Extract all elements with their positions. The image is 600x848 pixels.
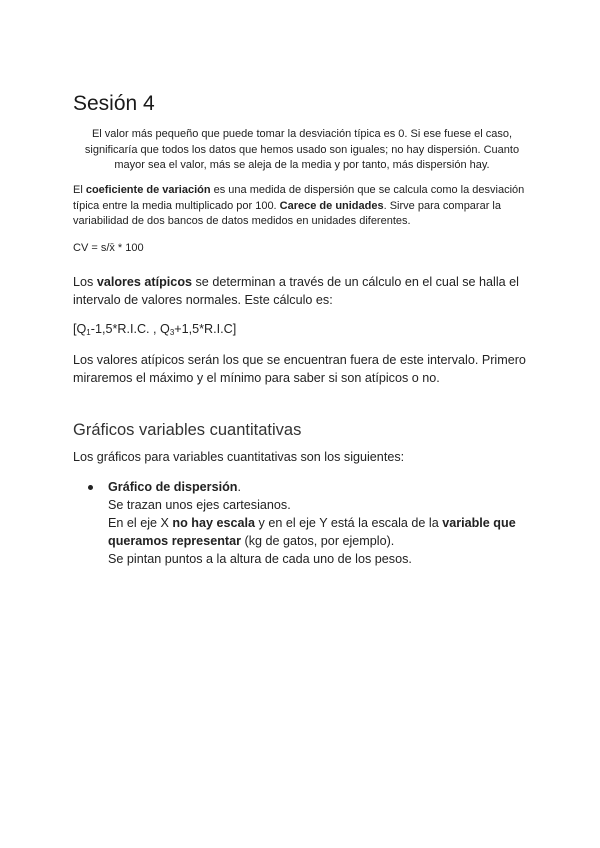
- paragraph-coef-variation: El coeficiente de variación es una medida de dispersión que se calcula como la desviación típica entre la media multiplicado por 100. Carece de unidades. Sirve para comparar la variabilidad de dos bancos de datos medidos en unidades diferentes.: [73, 184, 525, 227]
- list-item-line: Se trazan unos ejes cartesianos.: [108, 498, 291, 512]
- term-no-units: Carece de unidades: [279, 199, 384, 212]
- paragraph-outliers: Los valores atípicos se determinan a través de un cálculo en el cual se halla el intervalo de valores normales. Este cálculo es:: [73, 275, 519, 307]
- paragraph-graphs-intro: Los gráficos para variables cuantitativas son los siguientes:: [73, 450, 405, 464]
- paragraph-outliers-detail: Los valores atípicos serán los que se encuentran fuera de este intervalo. Primero miraremos el máximo y el mínimo para saber si son atípicos o no.: [73, 353, 526, 385]
- bullet-icon: [88, 485, 93, 490]
- term-outliers: valores atípicos: [96, 275, 193, 289]
- paragraph-std-deviation: El valor más pequeño que puede tomar la desviación típica es 0. Si ese fuese el caso, significaría que todos los datos que hemos usado son iguales; no hay dispersión. Cuanto mayor sea el valor, más se aleja de la media y por tanto, más dispersión hay.: [84, 128, 520, 171]
- list-item-line: En el eje X no hay escala y en el eje Y está la escala de la variable que queramos representar (kg de gatos, por ejemplo).: [108, 516, 516, 548]
- formula-cv: CV = s/x̄ * 100: [73, 242, 144, 254]
- list-item: Gráfico de dispersión. Se trazan unos ejes cartesianos. En el eje X no hay escala y en el eje Y está la escala de la variable que queramos representar (kg de gatos, por ejemplo). Se pintan puntos a la altura de cada uno de los pesos.: [73, 478, 533, 568]
- list-item-title: Gráfico de dispersión: [108, 480, 238, 494]
- page-title: Sesión 4: [73, 92, 155, 115]
- list-item-line: Se pintan puntos a la altura de cada uno de los pesos.: [108, 552, 412, 566]
- term-coef-variation: coeficiente de variación: [85, 184, 211, 196]
- formula-interval: [$Q_1-1,5*R.I.C$. , $Q_3+1,5*R.I.C$]: [73, 322, 237, 337]
- section-heading: Gráficos variables cuantitativas: [73, 421, 302, 439]
- graph-list: [73, 478, 533, 568]
